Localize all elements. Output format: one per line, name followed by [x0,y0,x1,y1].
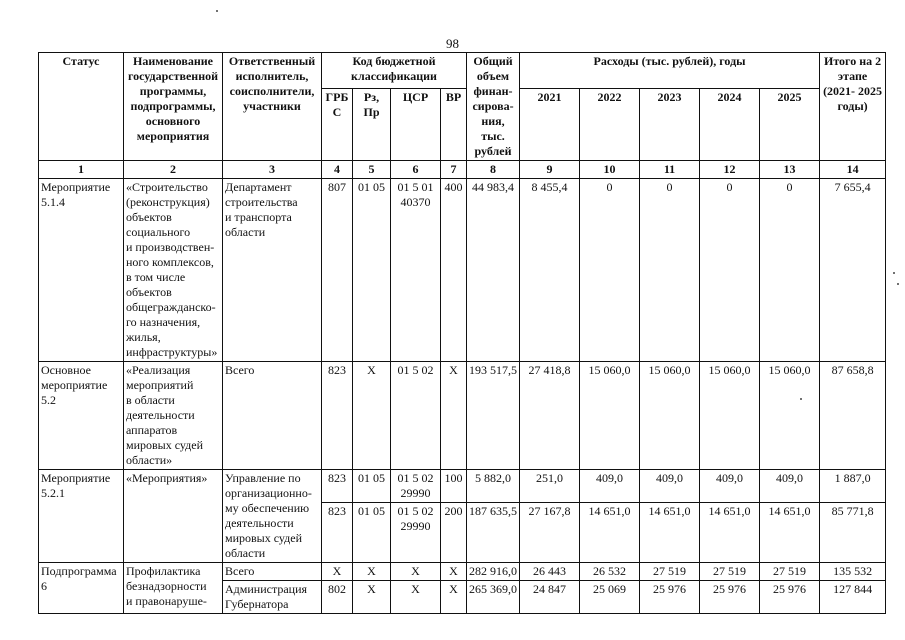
cell-vr: Х [441,581,467,614]
cell-name: Профилактика безнадзорности и правонаруше- [124,563,223,614]
cell-itogo: 7 655,4 [820,179,886,362]
column-number: 10 [580,161,640,179]
column-number: 8 [467,161,520,179]
table-row [39,470,886,503]
header-executor: Ответственный исполнитель, соисполнители, участники [223,53,322,161]
cell-year: 409,0 [640,470,700,503]
cell-year: 14 651,0 [760,503,820,563]
scan-speck [216,10,218,12]
cell-total: 193 517,5 [467,362,520,470]
cell-year: 27 519 [700,563,760,581]
column-number: 7 [441,161,467,179]
cell-itogo: 135 532 [820,563,886,581]
cell-csr: 01 5 02 [391,362,441,470]
header-itogo: Итого на 2 этапе (2021- 2025 годы) [820,53,886,161]
cell-grbs: 823 [322,503,353,563]
cell-itogo: 87 658,8 [820,362,886,470]
cell-total: 282 916,0 [467,563,520,581]
cell-grbs: 807 [322,179,353,362]
cell-executor: Администрация Губернатора [223,581,322,614]
cell-year: 25 976 [760,581,820,614]
cell-year: 409,0 [700,470,760,503]
cell-csr: Х [391,563,441,581]
cell-itogo: 127 844 [820,581,886,614]
cell-year: 251,0 [520,470,580,503]
cell-executor: Департамент строительства и транспорта области [223,179,322,362]
column-number: 3 [223,161,322,179]
column-number: 9 [520,161,580,179]
header-year: 2024 [700,89,760,161]
column-number: 14 [820,161,886,179]
scan-speck [893,272,895,274]
cell-rz-pr: 01 05 [353,503,391,563]
cell-vr: Х [441,563,467,581]
header-year: 2025 [760,89,820,161]
column-number: 11 [640,161,700,179]
budget-table [38,52,886,614]
cell-rz-pr: 01 05 [353,470,391,503]
cell-year: 26 532 [580,563,640,581]
scan-speck [800,398,802,400]
cell-grbs: Х [322,563,353,581]
cell-vr: 200 [441,503,467,563]
cell-year: 24 847 [520,581,580,614]
cell-status: Подпрограмма 6 [39,563,124,614]
cell-csr: 01 5 02 29990 [391,470,441,503]
table-row [39,563,886,581]
table-row [39,362,886,470]
header-status: Статус [39,53,124,161]
column-number: 13 [760,161,820,179]
cell-csr: 01 5 02 29990 [391,503,441,563]
cell-csr: Х [391,581,441,614]
cell-year: 409,0 [580,470,640,503]
cell-csr: 01 5 01 40370 [391,179,441,362]
cell-year: 27 418,8 [520,362,580,470]
cell-rz-pr: Х [353,581,391,614]
cell-executor: Управление по организационно- му обеспечению деятельности мировых судей области [223,470,322,563]
cell-year: 0 [640,179,700,362]
cell-year: 27 519 [640,563,700,581]
cell-grbs: 823 [322,362,353,470]
cell-name: «Мероприятия» [124,470,223,563]
cell-year: 25 976 [700,581,760,614]
cell-rz-pr: Х [353,563,391,581]
cell-executor: Всего [223,563,322,581]
cell-grbs: 823 [322,470,353,503]
header-rz-pr: Рз, Пр [353,89,391,161]
cell-year: 15 060,0 [700,362,760,470]
column-number: 1 [39,161,124,179]
cell-year: 0 [760,179,820,362]
cell-status: Мероприятие 5.1.4 [39,179,124,362]
cell-total: 187 635,5 [467,503,520,563]
cell-rz-pr: 01 05 [353,179,391,362]
cell-year: 0 [580,179,640,362]
cell-year: 8 455,4 [520,179,580,362]
cell-year: 25 069 [580,581,640,614]
header-budget-code: Код бюджетной классификации [322,53,467,89]
cell-vr: 100 [441,470,467,503]
cell-itogo: 85 771,8 [820,503,886,563]
header-year: 2022 [580,89,640,161]
cell-executor: Всего [223,362,322,470]
cell-vr: Х [441,362,467,470]
column-number-row [39,161,886,179]
cell-total: 265 369,0 [467,581,520,614]
header-total-volume: Общий объем финан- сирова- ния, тыс. рублей [467,53,520,161]
cell-year: 14 651,0 [700,503,760,563]
cell-itogo: 1 887,0 [820,470,886,503]
cell-year: 409,0 [760,470,820,503]
cell-year: 25 976 [640,581,700,614]
cell-year: 14 651,0 [580,503,640,563]
header-vr: ВР [441,89,467,161]
header-csr: ЦСР [391,89,441,161]
cell-status: Мероприятие 5.2.1 [39,470,124,563]
cell-year: 15 060,0 [760,362,820,470]
cell-name: «Реализация мероприятий в области деятельности аппаратов мировых судей области» [124,362,223,470]
header-expenses: Расходы (тыс. рублей), годы [520,53,820,89]
cell-total: 44 983,4 [467,179,520,362]
cell-year: 27 519 [760,563,820,581]
cell-total: 5 882,0 [467,470,520,503]
header-year: 2023 [640,89,700,161]
column-number: 6 [391,161,441,179]
scan-speck [897,283,899,285]
column-number: 12 [700,161,760,179]
column-number: 4 [322,161,353,179]
table-row [39,179,886,362]
cell-vr: 400 [441,179,467,362]
column-number: 5 [353,161,391,179]
header-name: Наименование государственной программы, подпрограммы, основного мероприятия [124,53,223,161]
header-grbs: ГРБ С [322,89,353,161]
cell-year: 0 [700,179,760,362]
cell-rz-pr: Х [353,362,391,470]
cell-year: 26 443 [520,563,580,581]
cell-status: Основное мероприятие 5.2 [39,362,124,470]
cell-year: 15 060,0 [580,362,640,470]
cell-name: «Строительство (реконструкция) объектов социального и производствен- ного комплексов, в том числе объектов общегражданско- го назначения, жилья, инфраструктуры» [124,179,223,362]
cell-year: 14 651,0 [640,503,700,563]
header-row-1 [39,53,886,89]
cell-year: 15 060,0 [640,362,700,470]
page-number: 98 [446,36,459,51]
header-year: 2021 [520,89,580,161]
cell-grbs: 802 [322,581,353,614]
column-number: 2 [124,161,223,179]
cell-year: 27 167,8 [520,503,580,563]
